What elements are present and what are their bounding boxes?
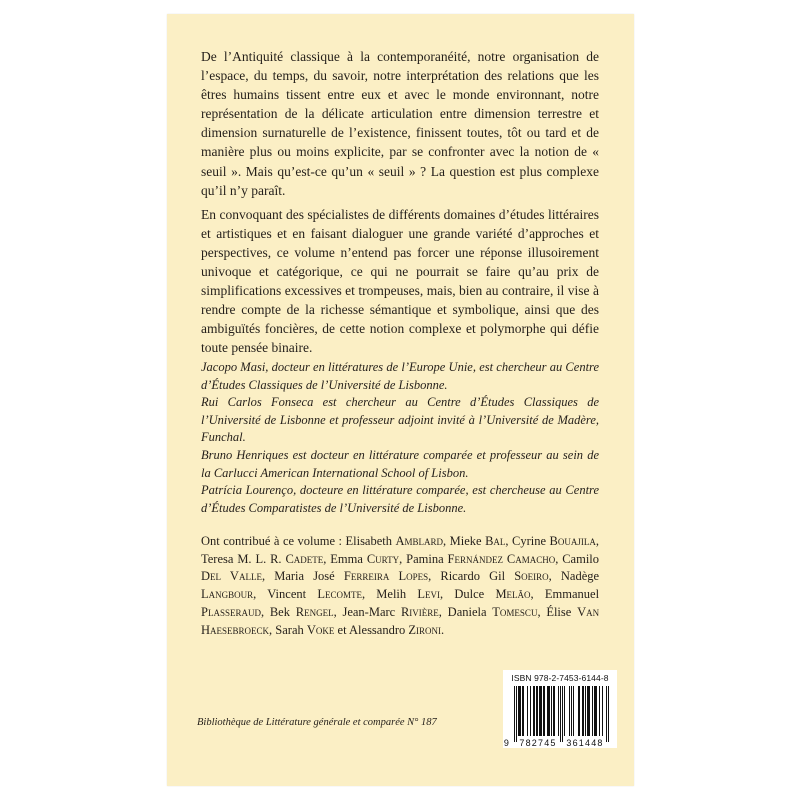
barcode-bar [540, 686, 541, 736]
barcode-bar [582, 686, 583, 736]
contributor-first-name: Cyrine [512, 534, 547, 548]
contributor-first-name: Mieke [449, 534, 482, 548]
barcode-digits: 361448 [566, 738, 604, 748]
contributor-surname: Plasseraud [201, 604, 261, 619]
contributor-surname: Melão [495, 587, 531, 602]
bio-jacopo-masi: Jacopo Masi, docteur en littératures de l’Europe Unie, est chercheur au Centre d’Études Classiques de l’Université de Lisbonne. [201, 360, 599, 392]
barcode-bar [560, 686, 561, 742]
contributor-first-name: Jean-Marc [342, 604, 396, 619]
contributor-surname: Ferreira Lopes [343, 569, 429, 584]
contributor-first-name: Bek [269, 604, 290, 619]
contributor-first-name: Elisabeth [345, 534, 392, 548]
contributor-first-name: Alessandro [349, 622, 406, 637]
barcode-bar [548, 686, 549, 736]
contributor-name [454, 587, 530, 601]
barcode-bar [594, 686, 595, 736]
blurb [201, 47, 599, 358]
contributor-first-name: Dulce [454, 587, 485, 602]
barcode-bar [564, 686, 565, 736]
barcode-bar [579, 686, 580, 736]
contributor-first-name: Teresa M. L. R. [201, 551, 282, 566]
barcode-bar [571, 686, 572, 736]
barcode-bar [583, 686, 584, 736]
contributor-surname: Langbour [201, 587, 254, 602]
barcode-bar [541, 686, 542, 736]
barcode-bar [553, 686, 554, 736]
bio-bruno-henriques: Bruno Henriques est docteur en littérature comparée et professeur au sein de la Carlucci American International School of Lisbon. [201, 447, 599, 480]
barcode-bar [514, 686, 515, 742]
bio-rui-carlos-fonseca: Rui Carlos Fonseca est chercheur au Centre d’Études Classiques de l’Université de Lisbonne et professeur adjoint invité à l’Université de Madère, Funchal. [201, 395, 599, 445]
barcode-bar [516, 686, 517, 742]
barcode-bar [585, 686, 586, 736]
contributor-surname: Cadete [285, 551, 324, 566]
barcode-bar [544, 686, 545, 736]
barcode-bar [530, 686, 531, 736]
contributor-name [345, 534, 443, 548]
contributor-first-name: Nadège [560, 569, 600, 584]
bio-patricia-lourenco: Patrícia Lourenço, docteure en littérature comparée, est chercheuse au Centre d’Études Comparatistes de l’Université de Lisbonne. [201, 483, 599, 515]
contributor-name [270, 605, 334, 619]
editor-bios [201, 359, 599, 517]
contributor-surname: Fernández Camacho [447, 551, 556, 566]
contributor-surname: Del Valle [201, 569, 262, 584]
barcode-bar [520, 686, 521, 736]
contributor-surname: Levi [417, 587, 441, 602]
barcode-bar [599, 686, 600, 736]
contributor-name [450, 534, 506, 548]
contributor-first-name: Emma [330, 551, 363, 566]
barcode-bar [608, 686, 609, 742]
contributor-surname: Bal [485, 534, 506, 548]
barcode-bar [518, 686, 519, 736]
contributor-first-name: Daniela [447, 604, 487, 619]
barcode-bar [569, 686, 570, 736]
contributor-surname: Amblard [395, 534, 444, 548]
contributor-name [201, 552, 323, 566]
barcode-bar [573, 686, 574, 736]
contributor-name [376, 587, 440, 601]
barcode-digits: 9 [503, 738, 511, 748]
barcode-bar [534, 686, 535, 736]
contributor-name [349, 623, 441, 637]
contributor-name [440, 569, 548, 583]
barcode-bar [533, 686, 534, 736]
contributor-name [406, 552, 555, 566]
barcode-bar [587, 686, 588, 736]
contributor-surname: Bouajila [549, 534, 596, 548]
barcode-bar [588, 686, 589, 736]
barcode-bar [543, 686, 544, 736]
contributor-surname: Soeiro [514, 569, 549, 584]
barcode-bar [523, 686, 524, 736]
barcode-bar [539, 686, 540, 736]
contributor-name [274, 569, 428, 583]
barcode-bar [547, 686, 548, 736]
barcode-digits: 782745 [519, 738, 557, 748]
contributor-first-name: Camilo [562, 551, 600, 566]
contributor-first-name: Pamina [406, 551, 444, 566]
contributor-surname: Zironi [408, 622, 442, 637]
contributor-name [512, 534, 596, 548]
barcode-bar [589, 686, 590, 736]
barcode-bar [519, 686, 520, 736]
contributor-surname: Voke [306, 622, 335, 637]
barcode-bar [536, 686, 537, 736]
contributor-surname: Curty [366, 551, 400, 566]
series-title: Bibliothèque de Littérature générale et comparée N° 187 [197, 717, 437, 728]
barcode-bar [592, 686, 593, 736]
barcode-bar [562, 686, 563, 742]
contributor-first-name: Melih [376, 587, 407, 602]
barcode-bar [527, 686, 528, 736]
isbn-barcode [503, 670, 617, 748]
barcode-bar [522, 686, 523, 736]
contributor-first-name: Emmanuel [544, 587, 600, 602]
barcode-bar [554, 686, 555, 736]
contributor-first-name: Vincent [267, 587, 307, 602]
contributor-surname: Van Haesebroeck [201, 604, 600, 637]
barcode-icon [503, 684, 617, 748]
contributor-first-name: Élise [546, 604, 572, 619]
barcode-bar [578, 686, 579, 736]
barcode-bar [537, 686, 538, 736]
contributor-name [448, 605, 538, 619]
contributor-first-name: Ricardo Gil [440, 569, 506, 584]
barcode-bar [606, 686, 607, 742]
contributor-surname: Rivière [400, 604, 439, 619]
barcode-bar [558, 686, 559, 736]
contributor-name [267, 587, 362, 601]
barcode-bar [551, 686, 552, 736]
contributor-surname: Rengel [295, 604, 334, 619]
contributor-surname: Tomescu [492, 604, 538, 619]
contributors [201, 533, 599, 639]
contributors-intro: Ont contribué à ce volume : [201, 534, 346, 548]
contributor-name [330, 552, 399, 566]
blurb-paragraph-1: De l’Antiquité classique à la contemporanéité, notre organisation de l’espace, du temps, du savoir, notre interprétation des relations que les êtres humains tissent entre eux et avec le monde environnant, notre représentation de la délicate articulation entre dimension terrestre et dimension surnaturelle de l’existence, finissent toutes, tôt ou tard et de manière plus ou moins explicite, par se confronter avec la notion de « seuil ». Mais qu’est-ce qu’un « seuil » ? La question est plus complexe qu’il n’y paraît. [201, 49, 599, 198]
barcode-bar [549, 686, 550, 736]
barcode-bar [596, 686, 597, 736]
blurb-paragraph-2: En convoquant des spécialistes de différents domaines d’études littéraires et artistiques et en faisant dialoguer une grande variété d’approches et perspectives, ce volume n’entend pas forcer une réponse illusoirement univoque et catégorique, ce qui ne pourrait se faire qu’au prix de simplifications excessives et trompeuses, mais, bien au contraire, il vise à rendre compte de la richesse sémantique et symbolique, ainsi que des ambiguïtés foncières, de cette notion complexe et polymorphe qui défie toute pensée binaire. [201, 206, 599, 356]
contributor-surname: Lecomte [317, 587, 362, 602]
contributor-name [342, 605, 438, 619]
barcode-bar [595, 686, 596, 736]
barcode-bar [602, 686, 603, 736]
isbn-label: ISBN 978-2-7453-6144-8 [511, 673, 609, 683]
contributor-first-name: Maria José [274, 569, 335, 584]
contributor-first-name: Sarah [275, 622, 304, 637]
contributor-name [275, 623, 334, 637]
contributors-paragraph: Ont contribué à ce volume : Elisabeth Amblard, Mieke Bal, Cyrine Bouajila, Teresa M. L. R. Cadete, Emma Curty, Pamina Fernández Camacho, Camilo Del Valle, Maria José Ferreira Lopes, Ricardo Gil Soeiro, Nadège Langbour, Vincent Lecomte, Melih Levi, Dulce Melão, Emmanuel Plasseraud, Bek Rengel, Jean-Marc Rivière, Daniela Tomescu, Élise Van Haesebroeck, Sarah Voke et Alessandro Zironi. [201, 534, 600, 637]
back-cover [167, 14, 634, 786]
